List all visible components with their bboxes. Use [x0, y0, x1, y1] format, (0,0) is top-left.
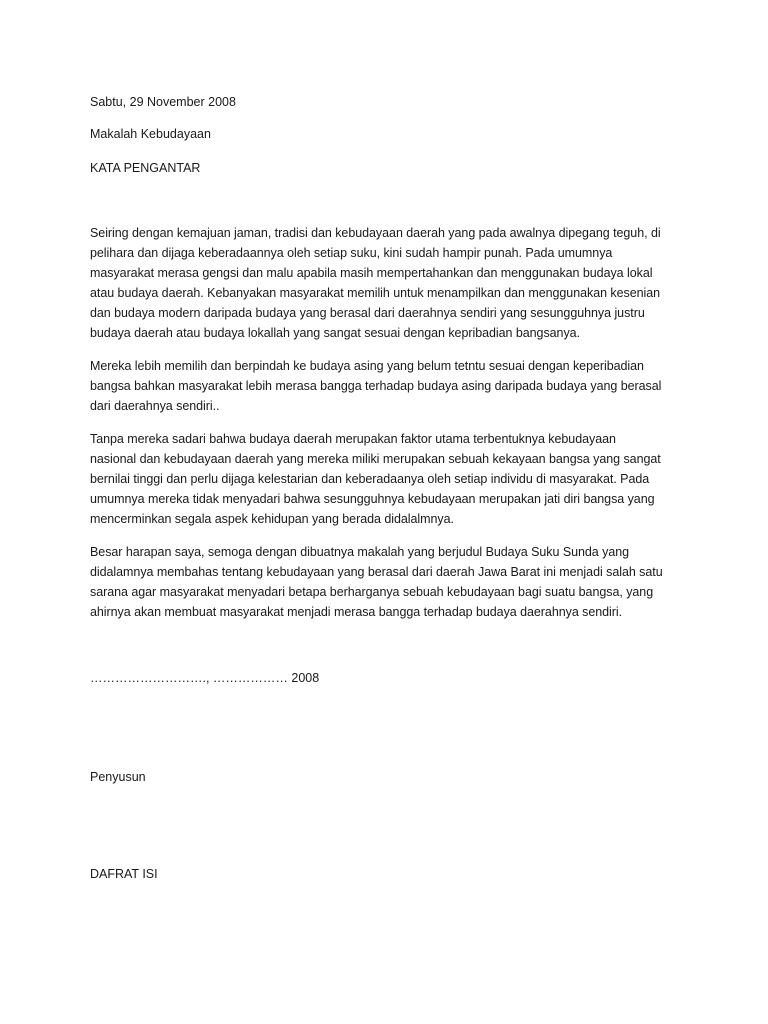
document-date: Sabtu, 29 November 2008: [90, 95, 236, 109]
paragraph-line: Seiring dengan kemajuan jaman, tradisi dan kebudayaan daerah yang pada awalnya dipegang teguh, di: [90, 226, 661, 240]
paragraph-line: budaya daerah atau budaya lokallah yang sangat sesuai dengan kepribadian bangsanya.: [90, 326, 580, 340]
paragraph-line: Besar harapan saya, semoga dengan dibuatnya makalah yang berjudul Budaya Suku Sunda yang: [90, 545, 630, 559]
paragraph-line: Tanpa mereka sadari bahwa budaya daerah merupakan faktor utama terbentuknya kebudayaan: [90, 432, 616, 446]
paragraph-line: Mereka lebih memilih dan berpindah ke budaya asing yang belum tetntu sesuai dengan keperibadian: [90, 359, 644, 373]
paragraph-line: mencerminkan segala aspek kehidupan yang berada didalalmnya.: [90, 512, 454, 526]
paragraph-line: didalamnya membahas tentang kebudayaan yang berasal dari daerah Jawa Barat ini menjadi salah satu: [90, 565, 663, 579]
paragraph-line: bernilai tinggi dan perlu dijaga kelestarian dan keberadaanya oleh setiap individu di masyarakat. Pada: [90, 472, 650, 486]
paragraph-line: bangsa bahkan masyarakat lebih merasa bangga terhadap budaya asing daripada budaya yang berasal: [90, 379, 662, 393]
signature-author-label: Penyusun: [90, 770, 146, 784]
paragraph-line: sarana agar masyarakat menyadari betapa berharganya sebuah kebudayaan bagi suatu bangsa, yang: [90, 585, 654, 599]
paragraph-line: masyarakat merasa gengsi dan malu apabila masih mempertahankan dan menggunakan budaya lokal: [90, 266, 653, 280]
paragraph-line: dari daerahnya sendiri..: [90, 399, 220, 413]
paragraph-line: atau budaya daerah. Kebanyakan masyarakat memilih untuk menampilkan dan menggunakan kesenian: [90, 286, 661, 300]
paragraph-line: nasional dan kebudayaan daerah yang mereka miliki merupakan sebuah kekayaan bangsa yang sangat: [90, 452, 661, 466]
signature-place-date: ………………………., ……………… 2008: [90, 671, 320, 685]
section-title-kata-pengantar: KATA PENGANTAR: [90, 161, 201, 175]
paragraph-line: pelihara dan dijaga keberadaannya oleh setiap suku, kini sudah hampir punah. Pada umumnya: [90, 246, 613, 260]
paragraph-line: umumnya mereka tidak menyadari bahwa sesungguhnya kebudayaan merupakan jati diri bangsa yang: [90, 492, 655, 506]
paragraph-line: ahirnya akan membuat masyarakat menjadi merasa bangga terhadap budaya daerahnya sendiri.: [90, 605, 623, 619]
section-title-daftar-isi: DAFRAT ISI: [90, 867, 158, 881]
paragraph-line: dan budaya modern daripada budaya yang berasal dari daerahnya sendiri yang sesungguhnya justru: [90, 306, 645, 320]
document-title: Makalah Kebudayaan: [90, 127, 211, 141]
